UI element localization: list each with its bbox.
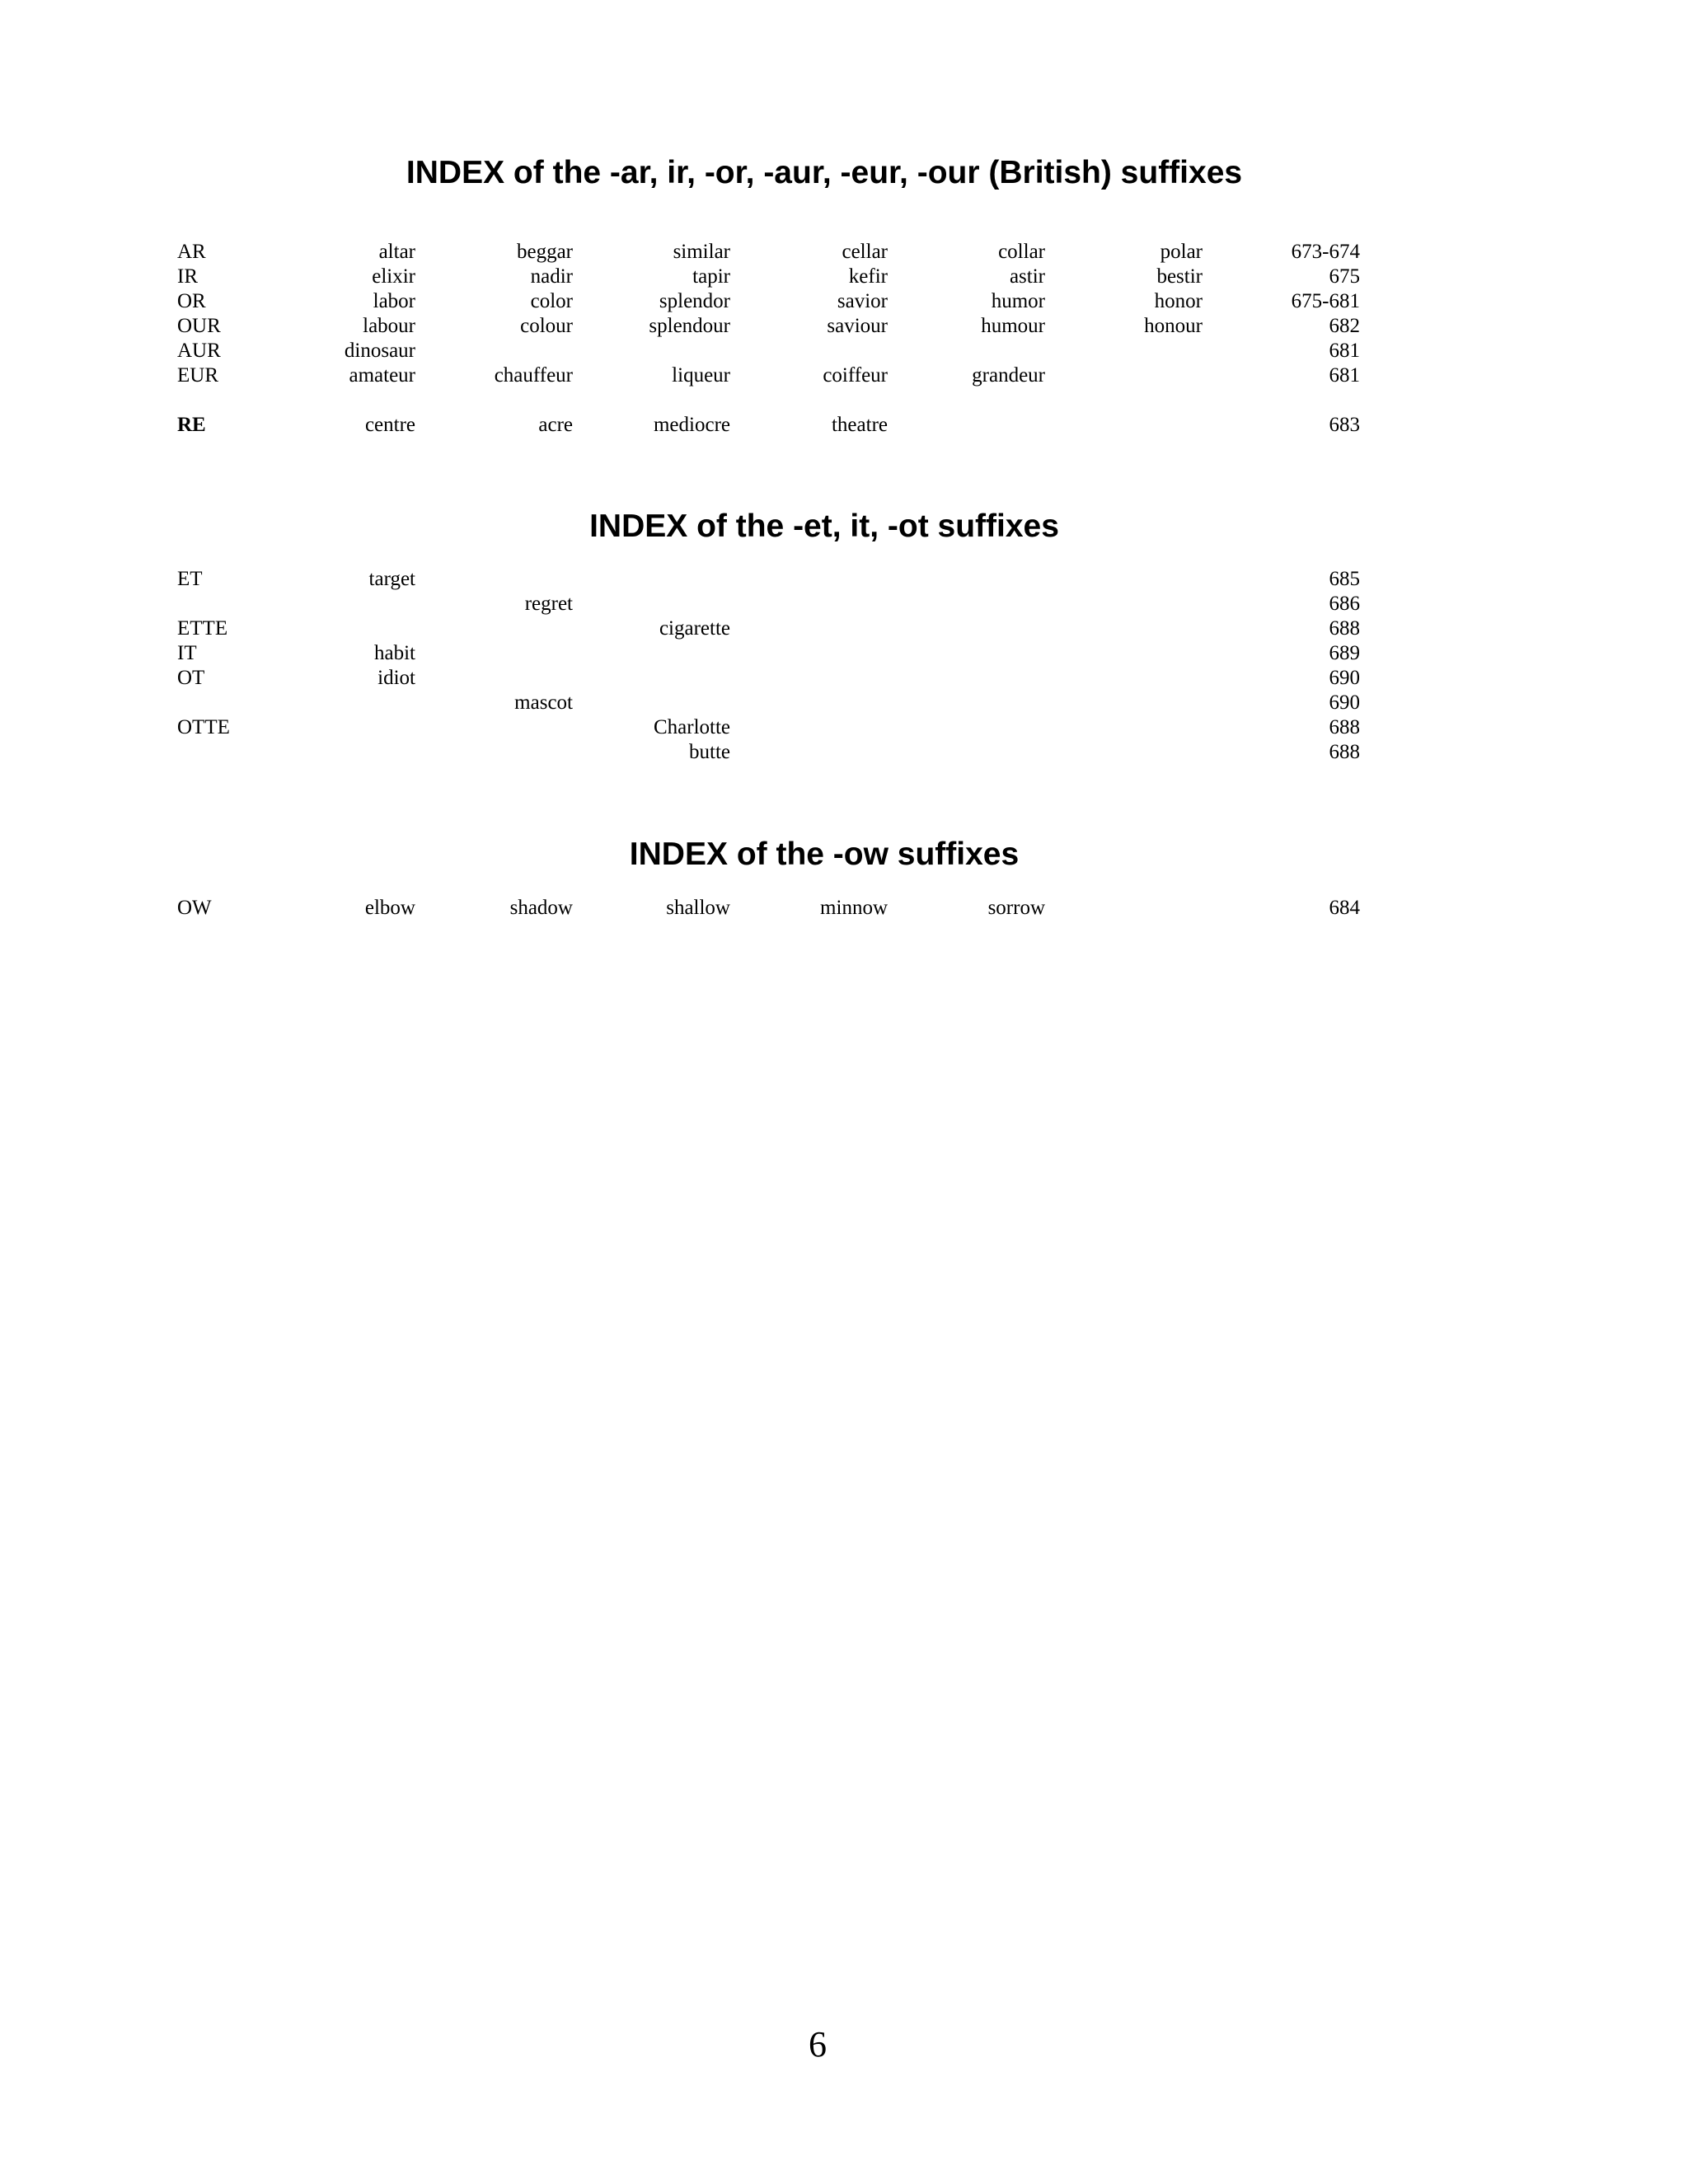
suffix-label: ET xyxy=(177,568,203,590)
page-reference: 686 xyxy=(1329,593,1360,615)
example-word: shadow xyxy=(509,897,573,919)
example-word: minnow xyxy=(820,897,888,919)
index-row xyxy=(0,314,1688,339)
suffix-label: OTTE xyxy=(177,716,230,738)
suffix-label: EUR xyxy=(177,364,218,387)
page-reference: 688 xyxy=(1329,617,1360,640)
index-row xyxy=(0,240,1688,265)
example-word: beggar xyxy=(516,241,573,263)
page-reference: 684 xyxy=(1329,897,1360,919)
example-word: sorrow xyxy=(987,897,1045,919)
example-word: savior xyxy=(837,290,888,312)
example-word: nadir xyxy=(530,265,573,288)
index-row xyxy=(0,740,1688,765)
example-word: colour xyxy=(520,315,573,337)
suffix-label: ETTE xyxy=(177,617,228,640)
suffix-label: RE xyxy=(177,414,206,436)
example-word: collar xyxy=(998,241,1045,263)
index-rows xyxy=(0,240,1688,438)
example-word: elixir xyxy=(372,265,415,288)
index-row xyxy=(0,691,1688,715)
example-word: centre xyxy=(364,414,415,436)
page-reference: 689 xyxy=(1329,642,1360,664)
example-word: labour xyxy=(363,315,415,337)
example-word: astir xyxy=(1009,265,1045,288)
page-reference: 688 xyxy=(1329,716,1360,738)
example-word: altar xyxy=(378,241,415,263)
example-word: grandeur xyxy=(972,364,1045,387)
example-word: target xyxy=(368,568,415,590)
example-word: saviour xyxy=(827,315,888,337)
example-word: mascot xyxy=(514,691,573,714)
suffix-label: IT xyxy=(177,642,197,664)
example-word: amateur xyxy=(349,364,415,387)
section-heading: INDEX of the -ow suffixes xyxy=(629,837,1020,872)
page-reference: 675-681 xyxy=(1291,290,1360,312)
index-row xyxy=(0,567,1688,592)
example-word: dinosaur xyxy=(344,340,415,362)
index-row xyxy=(0,413,1688,438)
page-reference: 690 xyxy=(1329,667,1360,689)
example-word: honour xyxy=(1144,315,1203,337)
example-word: tapir xyxy=(692,265,730,288)
example-word: elbow xyxy=(364,897,415,919)
example-word: chauffeur xyxy=(494,364,573,387)
index-rows xyxy=(0,567,1688,765)
index-row xyxy=(0,339,1688,363)
index-row xyxy=(0,715,1688,740)
suffix-label: OR xyxy=(177,290,206,312)
index-row xyxy=(0,363,1688,388)
example-word: shallow xyxy=(666,897,730,919)
suffix-label: AUR xyxy=(177,340,221,362)
example-word: cellar xyxy=(842,241,888,263)
example-word: bestir xyxy=(1156,265,1203,288)
example-word: humour xyxy=(981,315,1045,337)
example-word: liqueur xyxy=(672,364,730,387)
example-word: regret xyxy=(524,593,573,615)
example-word: mediocre xyxy=(653,414,730,436)
page-reference: 690 xyxy=(1329,691,1360,714)
suffix-label: AR xyxy=(177,241,206,263)
example-word: habit xyxy=(374,642,415,664)
index-row xyxy=(0,641,1688,666)
section-heading: INDEX of the -ar, ir, -or, -aur, -eur, -our (British) suffixes xyxy=(406,155,1243,190)
index-row xyxy=(0,289,1688,314)
example-word: butte xyxy=(689,741,730,763)
example-word: Charlotte xyxy=(653,716,730,738)
suffix-label: OT xyxy=(177,667,205,689)
page-reference: 673-674 xyxy=(1291,241,1360,263)
example-word: honor xyxy=(1154,290,1203,312)
example-word: labor xyxy=(373,290,415,312)
example-word: theatre xyxy=(831,414,888,436)
index-rows xyxy=(0,896,1688,921)
index-row xyxy=(0,666,1688,691)
page-reference: 683 xyxy=(1329,414,1360,436)
example-word: splendour xyxy=(649,315,730,337)
example-word: coiffeur xyxy=(823,364,888,387)
page-reference: 685 xyxy=(1329,568,1360,590)
example-word: kefir xyxy=(848,265,888,288)
page-reference: 682 xyxy=(1329,315,1360,337)
example-word: cigarette xyxy=(659,617,730,640)
example-word: similar xyxy=(673,241,730,263)
page-reference: 681 xyxy=(1329,340,1360,362)
page-reference: 675 xyxy=(1329,265,1360,288)
suffix-label: OW xyxy=(177,897,212,919)
index-row xyxy=(0,896,1688,921)
example-word: acre xyxy=(538,414,573,436)
page-reference: 688 xyxy=(1329,741,1360,763)
page-number: 6 xyxy=(809,2024,827,2064)
index-row xyxy=(0,265,1688,289)
example-word: idiot xyxy=(377,667,415,689)
example-word: splendor xyxy=(659,290,730,312)
page-reference: 681 xyxy=(1329,364,1360,387)
suffix-label: OUR xyxy=(177,315,221,337)
example-word: humor xyxy=(991,290,1045,312)
suffix-label: IR xyxy=(177,265,198,288)
example-word: color xyxy=(530,290,573,312)
index-row xyxy=(0,592,1688,616)
example-word: polar xyxy=(1160,241,1203,263)
section-heading: INDEX of the -et, it, -ot suffixes xyxy=(589,509,1059,544)
index-row xyxy=(0,616,1688,641)
